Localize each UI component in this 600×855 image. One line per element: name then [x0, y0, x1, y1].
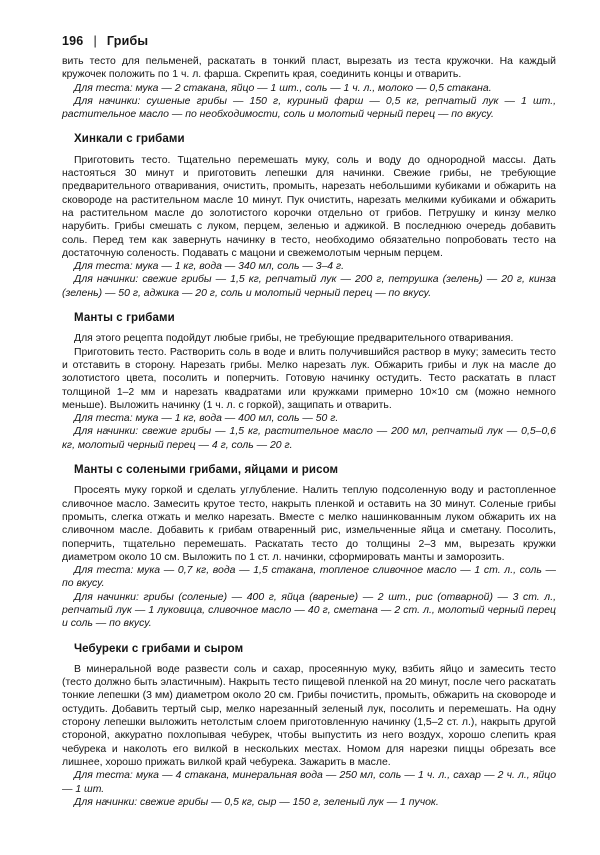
header-separator: | — [93, 34, 97, 48]
recipe-manty-salted-filling: Для начинки: грибы (соленые) — 400 г, яйца (вареные) — 2 шт., рис (отварной) — 3 ст. л., репчатый лук — 1 луковица, сливочное масло — 40 г, сметана — 2 ст. л., молотый черный перец и соль — по вкусу. — [62, 591, 556, 630]
recipe-manty-dough: Для теста: мука — 1 кг, вода — 400 мл, соль — 50 г. — [74, 413, 339, 425]
recipe-title-khinkali: Хинкали с грибами — [74, 133, 185, 146]
recipe-manty-paragraph-1: Для этого рецепта подойдут любые грибы, не требующие предварительного отваривания. — [74, 333, 514, 345]
recipe-khinkali-filling: Для начинки: свежие грибы — 1,5 кг, репчатый лук — 200 г, петрушка (зелень) — 20 г, кинза (зелень) — 50 г, аджика — 20 г, соль и молотый черный перец — по вкусу. — [62, 274, 556, 299]
intro-filling-ingredients: Для начинки: сушеные грибы — 150 г, куриный фарш — 0,5 кг, репчатый лук — 1 шт., растительное масло — по необходимости, соль и молотый черный перец — по вкусу. — [62, 95, 556, 121]
recipe-title-chebureki: Чебуреки с грибами и сыром — [74, 642, 244, 655]
recipe-chebureki-dough: Для теста: мука — 4 стакана, минеральная вода — 250 мл, соль — 1 ч. л., сахар — 2 ч. л., яйцо — 1 шт. — [62, 770, 556, 795]
recipe-khinkali-paragraph: Приготовить тесто. Тщательно перемешать муку, соль и воду до однородной массы. Дать настояться 30 минут и приготовить лепешки для начинки. Свежие грибы, не требующие предварительного отваривания, очистить, промыть, нарезать небольшими кубиками и обжарить на сковороде на растительном масле 10 минут. Пук очистить, нарезать мелкими кубиками и обжарить на растительном масле до золотистого корочки отдельно от грибов. Петрушку и кинзу мелко нарубить. Грибы смешать с луком, перцем, зеленью и аджикой. В последнюю очередь добавить соль. Перед тем как завернуть начинку в тесто, необходимо обязательно попробовать тесто на достаточную соленость. Подавать с мацони и свежемолотым черным перцем. — [62, 154, 556, 259]
recipe-chebureki-paragraph: В минеральной воде развести соль и сахар, просеянную муку, взбить яйцо и замесить тесто (тесто должно быть эластичным). Накрыть тесто пищевой пленкой на 20 минут, после чего раскатать тонкие лепешки (3 мм) диаметром около 20 см. Грибы почистить, промыть, обжарить на сковороде и остудить. Добавить тертый сыр, мелко нарезанный зеленый лук, посолить и перемешать. На одну сторону лепешки выложить нетолстым слоем приготовленную начинку (1,5–2 ст. л.), накрыть другой стороной, аккуратно похлопывая чебурек, чтобы выпустить из него воздух, хорошо слепить края чебурека и наколоть его вилкой в нескольких местах. Номом для нарезки пиццы обрезать все лишнее, хорошо прижать вилкой край чебурека. Зажарить в масле. — [62, 663, 556, 768]
recipe-title-manty: Манты с грибами — [74, 312, 175, 325]
recipe-chebureki-filling: Для начинки: свежие грибы — 0,5 кг, сыр — 150 г, зеленый лук — 1 пучок. — [74, 796, 439, 808]
page-number: 196 — [62, 34, 84, 48]
intro-paragraph: вить тесто для пельменей, раскатать в тонкий пласт, вырезать из теста кружочки. На каждый кружочек положить по 1 ч. л. фарша. Скрепить края, соединить концы и отварить. — [62, 56, 556, 81]
recipe-manty-paragraph-2: Приготовить тесто. Растворить соль в воде и влить получившийся раствор в муку; замесить тесто и отставить в сторону. Нарезать грибы. Мелко нарезать лук. Обжарить грибы и лук на масле до золотистого цвета, посолить и поперчить. Готовую начинку остудить. Тесто раскатать в пласт толщиной 1–2 мм и нарезать квадратами или кружками примерно 10×10 см (можно немного меньше). Выложить начинку (1 ч. л. с горкой), защипать и отварить. — [62, 346, 556, 411]
recipe-manty-filling: Для начинки: свежие грибы — 1,5 кг, растительное масло — 200 мл, репчатый лук — 0,5–0,6 кг, молотый черный перец — 4 г, соль — 20 г. — [62, 426, 556, 451]
page-body — [62, 55, 556, 809]
recipe-khinkali-dough: Для теста: мука — 1 кг, вода — 340 мл, соль — 3–4 г. — [74, 261, 345, 273]
intro-dough-ingredients: Для теста: мука — 2 стакана, яйцо — 1 шт., соль — 1 ч. л., молоко — 0,5 стакана. — [74, 82, 492, 94]
recipe-manty-salted-dough: Для теста: мука — 0,7 кг, вода — 1,5 стакана, топленое сливочное масло — 1 ст. л., соль — по вкусу. — [62, 565, 556, 590]
recipe-manty-salted-paragraph: Просеять муку горкой и сделать углубление. Налить теплую подсоленную воду и растопленное сливочное масло. Замесить крутое тесто, накрыть пленкой и оставить на 30 минут. Соленые грибы промыть, слегка отжать и мелко нарезать. Вместе с мелко нашинкованным луком обжарить их на сливочном масле. Добавить к грибам отваренный рис, измельченные яйца и сметану. Посолить, поперчить, тщательно перемешать. Раскатать тесто до толщины 2–3 мм, вырезать кружки диаметром около 10 см. Выложить по 1 ст. л. начинки, сформировать манты и заморозить. — [62, 485, 556, 563]
page-header — [62, 34, 557, 48]
recipe-title-manty-salted: Манты с солеными грибами, яйцами и рисом — [74, 464, 339, 477]
section-title: Грибы — [106, 34, 149, 48]
